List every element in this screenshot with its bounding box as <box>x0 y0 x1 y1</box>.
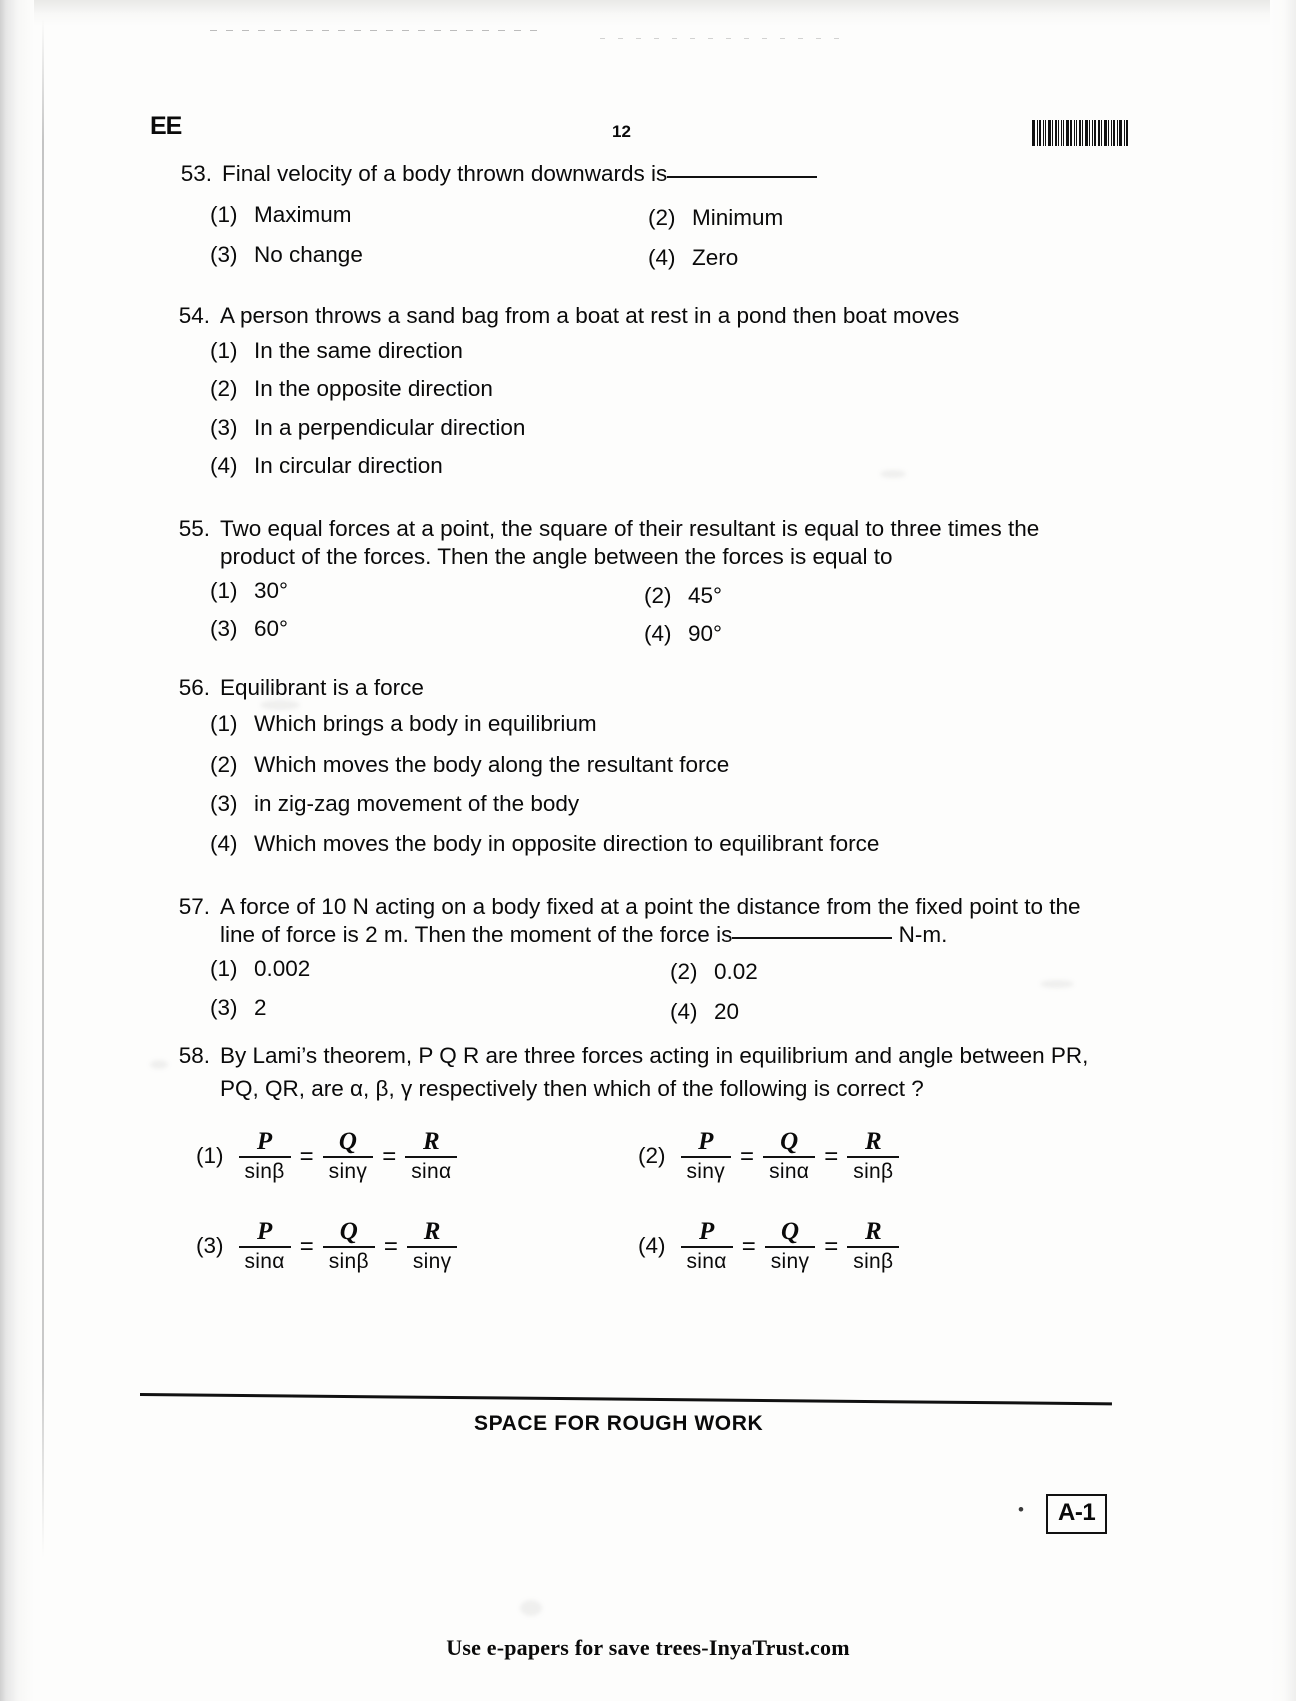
answer-blank <box>667 176 817 178</box>
watermark-text: Use e-papers for save trees-InyaTrust.com <box>446 1635 850 1660</box>
fraction-numerator: P <box>698 1218 715 1245</box>
question-text: Equilibrant is a force <box>220 675 424 700</box>
question-text-line2 <box>220 919 1118 951</box>
option-57-2[interactable] <box>670 959 758 985</box>
equals-sign: = <box>824 1232 839 1260</box>
question-54 <box>158 300 1108 332</box>
fraction-denominator: sinβ <box>244 1160 285 1183</box>
fraction-term <box>239 1129 291 1182</box>
option-58-2[interactable] <box>638 1129 902 1182</box>
fraction-denominator: sinγ <box>412 1250 452 1273</box>
fraction-numerator: R <box>422 1128 440 1155</box>
fraction-numerator: R <box>864 1218 882 1245</box>
fraction-term <box>239 1219 291 1272</box>
question-56 <box>158 672 1108 704</box>
fraction-term <box>763 1129 815 1182</box>
option-54-3[interactable] <box>210 415 525 441</box>
option-text: In the same direction <box>254 338 463 363</box>
question-55-line2 <box>158 541 1118 573</box>
option-54-1[interactable] <box>210 338 463 364</box>
fraction-term <box>847 1129 899 1182</box>
option-label: (3) <box>210 616 238 641</box>
option-text: 20 <box>714 999 740 1024</box>
option-54-2[interactable] <box>210 376 493 402</box>
option-label: (4) <box>648 245 676 270</box>
option-label: (2) <box>670 959 698 984</box>
option-57-1[interactable] <box>210 956 310 982</box>
option-text: 90° <box>688 621 723 646</box>
option-label: (3) <box>210 791 238 816</box>
fraction-denominator: sinα <box>411 1160 452 1183</box>
equals-sign: = <box>382 1142 397 1170</box>
question-number: 57. <box>178 894 210 919</box>
option-55-2[interactable] <box>644 583 722 609</box>
option-label: (1) <box>196 1142 224 1168</box>
option-label: (2) <box>644 583 672 608</box>
question-number: 54. <box>178 303 210 328</box>
question-57-line2 <box>158 919 1118 951</box>
option-label: (1) <box>210 578 238 603</box>
fraction-numerator: Q <box>780 1128 799 1155</box>
fraction-numerator: P <box>256 1218 273 1245</box>
question-text-line1: By Lami’s theorem, P Q R are three forces acting in equilibrium and angle between PR, <box>220 1043 1089 1068</box>
question-text-line2: PQ, QR, are α, β, γ respectively then which of the following is correct ? <box>220 1076 924 1101</box>
equals-sign: = <box>383 1232 398 1260</box>
option-text: 2 <box>254 995 267 1020</box>
page-number: 12 <box>612 122 631 141</box>
question-58-line2 <box>158 1073 1138 1105</box>
fraction-numerator: R <box>423 1218 441 1245</box>
question-text-line1: Two equal forces at a point, the square of their resultant is equal to three times the <box>220 516 1040 541</box>
option-label: (3) <box>210 995 238 1020</box>
option-text: 0.02 <box>714 959 758 984</box>
fraction-numerator: P <box>698 1128 714 1155</box>
option-text: No change <box>254 242 363 267</box>
option-56-4[interactable] <box>210 831 879 857</box>
fraction-denominator: sinα <box>769 1160 810 1183</box>
fraction-numerator: R <box>864 1128 882 1155</box>
option-text: Which brings a body in equilibrium <box>254 711 597 736</box>
fraction-term <box>323 1129 374 1182</box>
footer-divider <box>140 1393 1112 1405</box>
option-text: 30° <box>254 578 289 603</box>
option-text: 45° <box>688 583 723 608</box>
fraction-denominator: sinβ <box>853 1250 894 1273</box>
rough-work-label: SPACE FOR ROUGH WORK <box>474 1412 764 1435</box>
option-53-1[interactable] <box>210 202 352 228</box>
fraction-numerator: Q <box>780 1218 799 1245</box>
fraction-numerator: Q <box>338 1128 357 1155</box>
equals-sign: = <box>299 1232 314 1260</box>
option-58-3[interactable] <box>196 1219 460 1272</box>
question-number: 53. <box>180 161 212 186</box>
option-56-1[interactable] <box>210 711 597 737</box>
option-text: In circular direction <box>254 453 443 478</box>
fraction-term <box>405 1129 457 1182</box>
option-53-2[interactable] <box>648 205 783 231</box>
option-label: (4) <box>644 621 672 646</box>
option-label: (1) <box>210 956 238 981</box>
equals-sign: = <box>824 1142 839 1170</box>
equals-sign: = <box>741 1232 756 1260</box>
fraction-term <box>407 1219 458 1272</box>
option-label: (1) <box>210 711 238 736</box>
option-label: (1) <box>210 202 238 227</box>
answer-blank <box>732 937 892 939</box>
question-text <box>222 158 1060 190</box>
question-stem-part: line of force is 2 m. Then the moment of the force is <box>220 922 733 947</box>
booklet-tick-mark: • <box>1018 1500 1024 1519</box>
fraction-term <box>847 1219 899 1272</box>
fraction-denominator: sinβ <box>853 1160 894 1183</box>
fraction-term <box>681 1219 733 1272</box>
question-stem: Final velocity of a body thrown downwards is <box>222 161 668 186</box>
option-label: (2) <box>210 376 238 401</box>
option-55-4[interactable] <box>644 621 722 647</box>
option-text: 0.002 <box>254 956 311 981</box>
question-unit: N-m. <box>898 922 948 947</box>
option-label: (2) <box>210 752 238 777</box>
fraction-denominator: sinα <box>686 1250 727 1273</box>
option-55-1[interactable] <box>210 578 288 604</box>
fraction-denominator: sinγ <box>328 1160 368 1183</box>
fraction-term <box>323 1219 375 1272</box>
subject-code: EE <box>150 112 182 140</box>
option-58-1[interactable] <box>196 1129 460 1182</box>
option-label: (3) <box>196 1232 224 1258</box>
option-text: Which moves the body along the resultant force <box>254 752 730 777</box>
option-label: (4) <box>210 831 238 856</box>
fraction-denominator: sinγ <box>770 1250 810 1273</box>
option-55-3[interactable] <box>210 616 288 642</box>
option-label: (4) <box>670 999 698 1024</box>
option-label: (3) <box>210 242 238 267</box>
option-54-4[interactable] <box>210 453 443 479</box>
option-label: (3) <box>210 415 238 440</box>
option-57-4[interactable] <box>670 999 739 1025</box>
option-53-4[interactable] <box>648 245 738 271</box>
question-58 <box>158 1040 1138 1072</box>
option-57-3[interactable] <box>210 995 267 1021</box>
option-56-2[interactable] <box>210 752 729 778</box>
booklet-code-badge: A-1 <box>1046 1494 1107 1534</box>
option-label: (4) <box>638 1232 666 1258</box>
option-text: Which moves the body in opposite direction to equilibrant force <box>254 831 880 856</box>
option-53-3[interactable] <box>210 242 363 268</box>
fraction-term <box>681 1129 732 1182</box>
fraction-numerator: P <box>256 1128 273 1155</box>
option-label: (2) <box>648 205 676 230</box>
question-text-line1: A force of 10 N acting on a body fixed at a point the distance from the fixed point to the <box>220 894 1081 919</box>
question-text: A person throws a sand bag from a boat at rest in a pond then boat moves <box>220 303 960 328</box>
fraction-term <box>765 1219 816 1272</box>
equals-sign: = <box>299 1142 314 1170</box>
fraction-denominator: sinα <box>244 1250 285 1273</box>
option-text: In a perpendicular direction <box>254 415 526 440</box>
option-text: in zig-zag movement of the body <box>254 791 580 816</box>
option-text: 60° <box>254 616 289 641</box>
fraction-numerator: Q <box>339 1218 358 1245</box>
equals-sign: = <box>740 1142 755 1170</box>
question-number: 56. <box>178 675 210 700</box>
option-label: (2) <box>638 1142 666 1168</box>
option-text: Maximum <box>254 202 352 227</box>
question-53 <box>160 158 1060 190</box>
fraction-denominator: sinγ <box>686 1160 726 1183</box>
question-number: 58. <box>178 1043 210 1068</box>
option-56-3[interactable] <box>210 791 579 817</box>
question-text-line2: product of the forces. Then the angle between the forces is equal to <box>220 544 893 569</box>
option-58-4[interactable] <box>638 1219 902 1272</box>
option-label: (1) <box>210 338 238 363</box>
option-text: Minimum <box>692 205 784 230</box>
option-text: In the opposite direction <box>254 376 493 401</box>
option-text: Zero <box>692 245 739 270</box>
option-label: (4) <box>210 453 238 478</box>
question-number: 55. <box>178 516 210 541</box>
fraction-denominator: sinβ <box>328 1250 369 1273</box>
barcode-icon <box>1032 120 1130 146</box>
